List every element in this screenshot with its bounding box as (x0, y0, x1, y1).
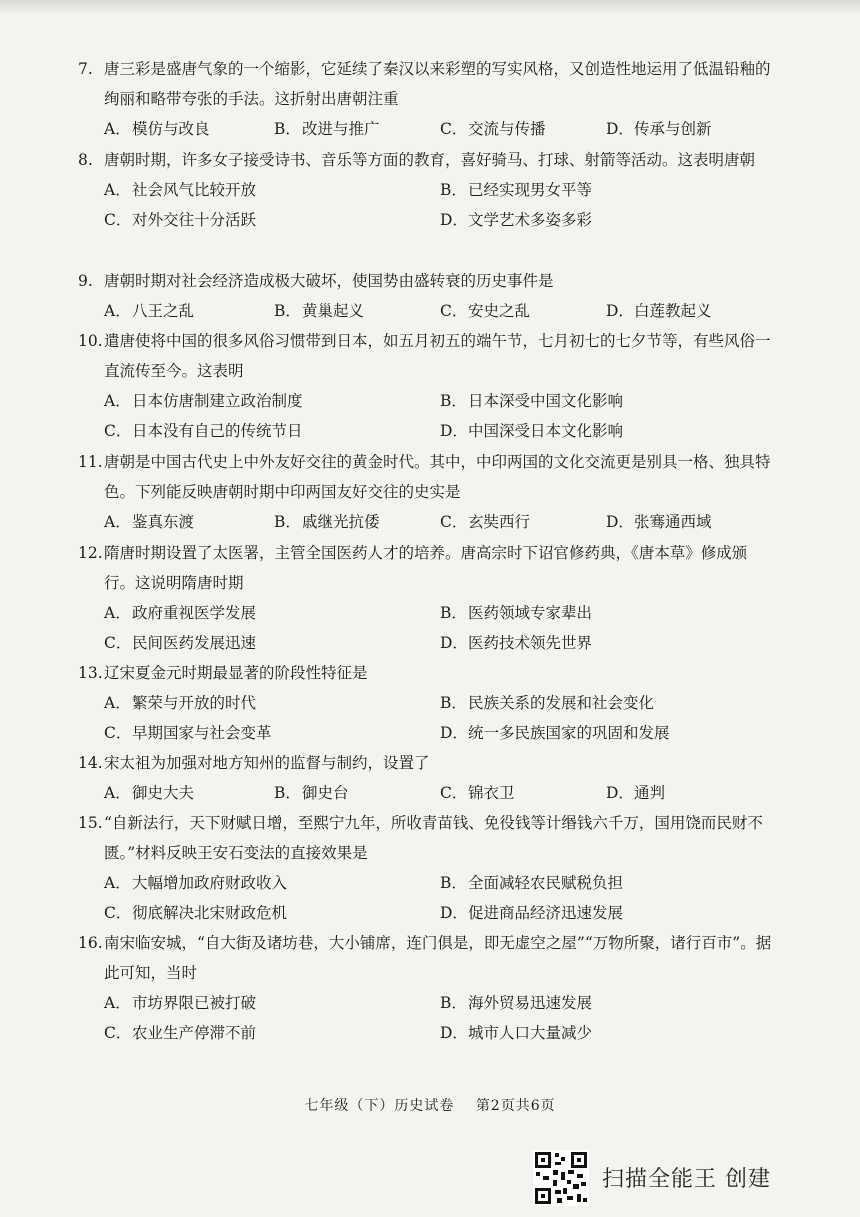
question-text: 隋唐时期设置了太医署，主管全国医药人才的培养。唐高宗时下诏官修药典，《唐本草》修成颁行。这说明隋唐时期 (104, 544, 748, 592)
question-text: 唐朝是中国古代史上中外友好交往的黄金时代。其中，中印两国的文化交流更是别具一格、独具特色。下列能反映唐朝时期中印两国友好交往的史实是 (104, 453, 771, 501)
option-b: B．黄巢起义 (274, 302, 365, 320)
option-d: D．通判 (606, 784, 666, 802)
option-d: D．白莲教起义 (606, 302, 712, 320)
option-group (78, 386, 778, 446)
option-group (78, 507, 778, 537)
question-11 (78, 447, 778, 537)
qr-code-icon (533, 1150, 589, 1206)
option-b: B．戚继光抗倭 (274, 513, 380, 531)
question-text: 唐朝时期，许多女子接受诗书、音乐等方面的教育，喜好骑马、打球、射箭等活动。这表明唐朝 (104, 151, 756, 169)
option-group (78, 175, 778, 235)
question-stem (78, 447, 778, 507)
option-d: D．促进商品经济迅速发展 (440, 904, 624, 922)
option-a: A．八王之乱 (104, 302, 195, 320)
question-number: 15. (78, 814, 103, 832)
question-number: 7. (78, 60, 93, 78)
question-number: 8. (78, 151, 93, 169)
question-number: 14. (78, 754, 103, 772)
scan-edge-shadow (0, 0, 860, 14)
option-group (78, 296, 778, 326)
question-stem (78, 748, 778, 778)
option-c: C．安史之乱 (440, 302, 531, 320)
option-a: A．繁荣与开放的时代 (104, 694, 257, 712)
question-text: “自新法行，天下财赋日增，至熙宁九年，所收青苗钱、免役钱等计缗钱六千万，国用饶而民财不匮。”材料反映王安石变法的直接效果是 (104, 814, 763, 862)
option-d: D．张骞通西域 (606, 513, 712, 531)
option-c: C．锦衣卫 (440, 784, 515, 802)
option-a: A．模仿与改良 (104, 120, 210, 138)
question-stem (78, 928, 778, 988)
question-number: 16. (78, 934, 103, 952)
option-a: A．市坊界限已被打破 (104, 994, 257, 1012)
question-stem (78, 326, 778, 386)
page-footer (0, 1095, 860, 1115)
question-text: 唐三彩是盛唐气象的一个缩影，它延续了秦汉以来彩塑的写实风格，又创造性地运用了低温铅釉的绚丽和略带夸张的手法。这折射出唐朝注重 (104, 60, 771, 108)
option-group (78, 778, 778, 808)
question-text: 宋太祖为加强对地方知州的监督与制约，设置了 (104, 754, 430, 772)
scanner-watermark-text: 扫描全能王 创建 (602, 1167, 771, 1192)
option-c: C．日本没有自己的传统节日 (104, 422, 303, 440)
option-b: B．御史台 (274, 784, 349, 802)
question-text: 唐朝时期对社会经济造成极大破坏，使国势由盛转衰的历史事件是 (104, 272, 554, 290)
option-group (78, 114, 778, 144)
option-c: C．交流与传播 (440, 120, 546, 138)
option-group (78, 868, 778, 928)
option-b: B．民族关系的发展和社会变化 (440, 694, 655, 712)
option-b: B．已经实现男女平等 (440, 181, 593, 199)
exam-title: 七年级（下）历史试卷 (304, 1098, 455, 1114)
question-9 (78, 266, 778, 326)
option-b: B．日本深受中国文化影响 (440, 392, 624, 410)
question-stem (78, 658, 778, 688)
question-text: 南宋临安城，“自大街及诸坊巷，大小铺席，连门俱是，即无虚空之屋”“万物所聚，诸行百市”。据此可知，当时 (104, 934, 772, 982)
option-a: A．政府重视医学发展 (104, 604, 257, 622)
option-d: D．统一多民族国家的巩固和发展 (440, 724, 670, 742)
question-7 (78, 54, 778, 144)
question-15 (78, 808, 778, 928)
option-b: B．改进与推广 (274, 120, 380, 138)
option-c: C．早期国家与社会变革 (104, 724, 272, 742)
option-a: A．御史大夫 (104, 784, 195, 802)
option-b: B．海外贸易迅速发展 (440, 994, 593, 1012)
question-text: 遣唐使将中国的很多风俗习惯带到日本，如五月初五的端午节，七月初七的七夕节等，有些风俗一直流传至今。这表明 (104, 332, 771, 380)
question-10 (78, 326, 778, 446)
option-group (78, 598, 778, 658)
option-d: D．城市人口大量减少 (440, 1024, 593, 1042)
question-text: 辽宋夏金元时期最显著的阶段性特征是 (104, 664, 368, 682)
question-number: 11. (78, 453, 103, 471)
question-number: 13. (78, 664, 103, 682)
option-c: C．民间医药发展迅速 (104, 634, 257, 652)
question-stem (78, 145, 778, 175)
option-a: A．日本仿唐制建立政治制度 (104, 392, 303, 410)
option-c: C．玄奘西行 (440, 513, 531, 531)
option-a: A．鉴真东渡 (104, 513, 195, 531)
question-14 (78, 748, 778, 808)
option-a: A．大幅增加政府财政收入 (104, 874, 288, 892)
option-b: B．全面减轻农民赋税负担 (440, 874, 624, 892)
question-stem (78, 538, 778, 598)
question-8 (78, 145, 778, 235)
option-d: D．医药技术领先世界 (440, 634, 593, 652)
option-b: B．医药领域专家辈出 (440, 604, 593, 622)
option-d: D．传承与创新 (606, 120, 712, 138)
option-c: C．农业生产停滞不前 (104, 1024, 257, 1042)
question-number: 12. (78, 544, 103, 562)
option-group (78, 688, 778, 748)
option-c: C．对外交往十分活跃 (104, 211, 257, 229)
question-12 (78, 538, 778, 658)
page-number: 第2页共6页 (475, 1098, 556, 1114)
option-d: D．文学艺术多姿多彩 (440, 211, 593, 229)
question-stem (78, 54, 778, 114)
question-13 (78, 658, 778, 748)
question-16 (78, 928, 778, 1048)
option-c: C．彻底解决北宋财政危机 (104, 904, 288, 922)
question-number: 10. (78, 332, 103, 350)
option-d: D．中国深受日本文化影响 (440, 422, 624, 440)
question-stem (78, 808, 778, 868)
option-group (78, 988, 778, 1048)
question-stem (78, 266, 778, 296)
question-number: 9. (78, 272, 93, 290)
option-a: A．社会风气比较开放 (104, 181, 257, 199)
